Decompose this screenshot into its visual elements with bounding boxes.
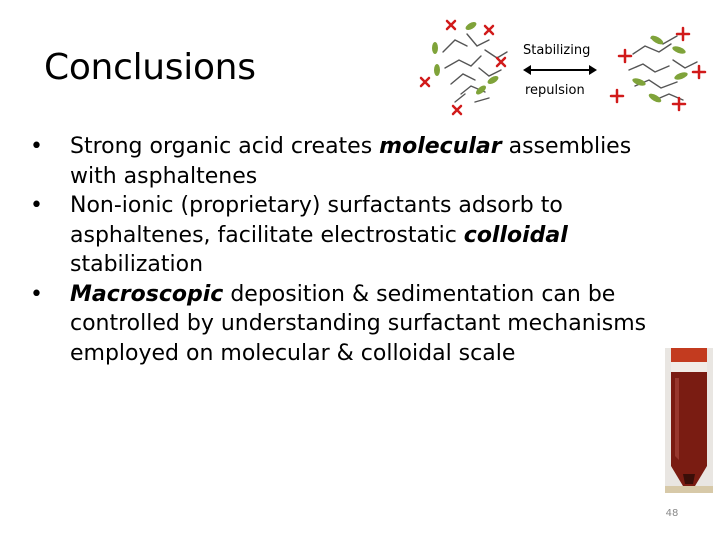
slide-title: Conclusions	[44, 47, 256, 88]
bullet-item	[26, 280, 666, 369]
bullet-text: Strong organic acid creates	[70, 134, 380, 159]
emphasis-text: colloidal	[463, 222, 568, 248]
left-colloid-chains	[443, 34, 507, 102]
bullet-list	[26, 132, 666, 368]
bullet-text: Non-ionic (proprietary) surfactants adsorb to asphaltenes, facilitate electrostatic	[70, 193, 563, 248]
page-number: 48	[665, 508, 679, 519]
bullet-text: deposition & sedimentation can be controlled by understanding surfactant mechanisms employed on molecular & colloidal scale	[70, 281, 647, 366]
bullet-text: assemblies with asphaltenes	[70, 134, 632, 189]
bullet-dot: •	[30, 193, 43, 218]
diagram-label-stabilizing: Stabilizing	[523, 43, 591, 58]
emphasis-text: molecular	[379, 134, 502, 159]
stabilization-diagram	[415, 10, 715, 120]
bullet-text: stabilization	[70, 252, 204, 277]
left-negative-charges	[421, 21, 505, 114]
diagram-label-repulsion: repulsion	[525, 83, 585, 98]
right-surfactant-heads	[631, 34, 688, 104]
bullet-dot: •	[30, 134, 43, 159]
sample-vial-image	[665, 348, 713, 493]
bullet-item	[26, 132, 666, 191]
right-colloid-chains	[629, 36, 697, 100]
double-arrow	[523, 65, 597, 75]
emphasis-text: Macroscopic	[70, 281, 224, 307]
bullet-item	[26, 191, 666, 280]
vial-illustration	[665, 348, 713, 493]
bullet-dot: •	[30, 281, 43, 307]
colloid-illustration	[415, 10, 715, 120]
